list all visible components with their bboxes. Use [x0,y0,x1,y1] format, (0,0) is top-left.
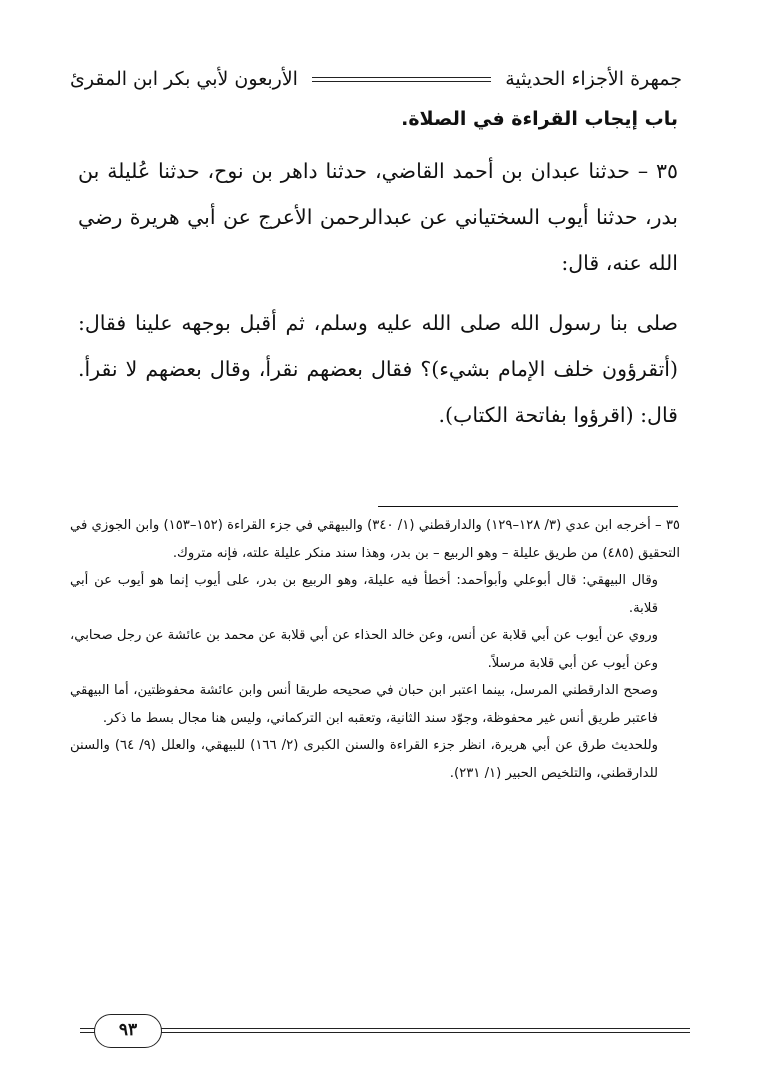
page-footer [80,1014,690,1050]
page-number: ٩٣ [94,1014,162,1048]
hadith-text [78,148,678,438]
footnote-paragraph: ٣٥ – أخرجه ابن عدي (٣/ ١٢٨–١٢٩) والدارقطني (١/ ٣٤٠) والبيهقي في جزء القراءة (١٥٢–١٥٣) وابن الجوزي في التحقيق (٤٨٥) من طريق عليلة – وهو الربيع – بن بدر، وهذا سند منكر عليلة علته، فإنه متروك. [70,518,680,561]
footer-double-rule [80,1028,690,1033]
header-book-title: جمهرة الأجزاء الحديثية [505,68,682,90]
footnote-paragraph: وللحديث طرق عن أبي هريرة، انظر جزء القراءة والسنن الكبرى (٢/ ١٦٦) للبيهقي، والعلل (٩/ ٦٤) والسنن للدارقطني، والتلخيص الحبير (١/ ٢٣١). [70,738,659,781]
chapter-title: باب إيجاب القراءة في الصلاة. [401,108,678,130]
footnote-paragraph: وصحح الدارقطني المرسل، بينما اعتبر ابن حبان في صحيحه طريقا أنس وابن عائشة محفوظتين، أما البيهقي فاعتبر طريق أنس غير محفوظة، وجوّد سند الثانية، وتعقبه ابن التركماني، وليس هنا مجال بسط ما ذكر. [70,683,658,726]
footnotes [70,512,680,787]
header-double-rule [312,77,491,82]
footnote-paragraph: وقال البيهقي: قال أبوعلي وأبوأحمد: أخطأ فيه عليلة، وهو الربيع بن بدر، على أيوب إنما هو أيوب عن أبي قلابة. [70,573,658,616]
header-part-title: الأربعون لأبي بكر ابن المقرئ [70,68,298,90]
running-header [70,62,682,96]
footnote-paragraph: وروي عن أيوب عن أبي قلابة عن أنس، وعن خالد الحذاء عن أبي قلابة عن محمد بن عائشة عن رجل صحابي، وعن أيوب عن أبي قلابة مرسلاً. [70,628,658,671]
footnote-separator [378,506,678,507]
hadith-matn: صلى بنا رسول الله صلى الله عليه وسلم، ثم أقبل بوجهه علينا فقال: (أتقرؤون خلف الإمام بشيء)؟ فقال بعضهم نقرأ، وقال بعضهم لا نقرأ. قال: (اقرؤوا بفاتحة الكتاب). [78,311,678,427]
hadith-isnad: ٣٥ – حدثنا عبدان بن أحمد القاضي، حدثنا داهر بن نوح، حدثنا عُليلة بن بدر، حدثنا أيوب السختياني عن عبدالرحمن الأعرج عن أبي هريرة رضي الله عنه، قال: [78,159,678,275]
